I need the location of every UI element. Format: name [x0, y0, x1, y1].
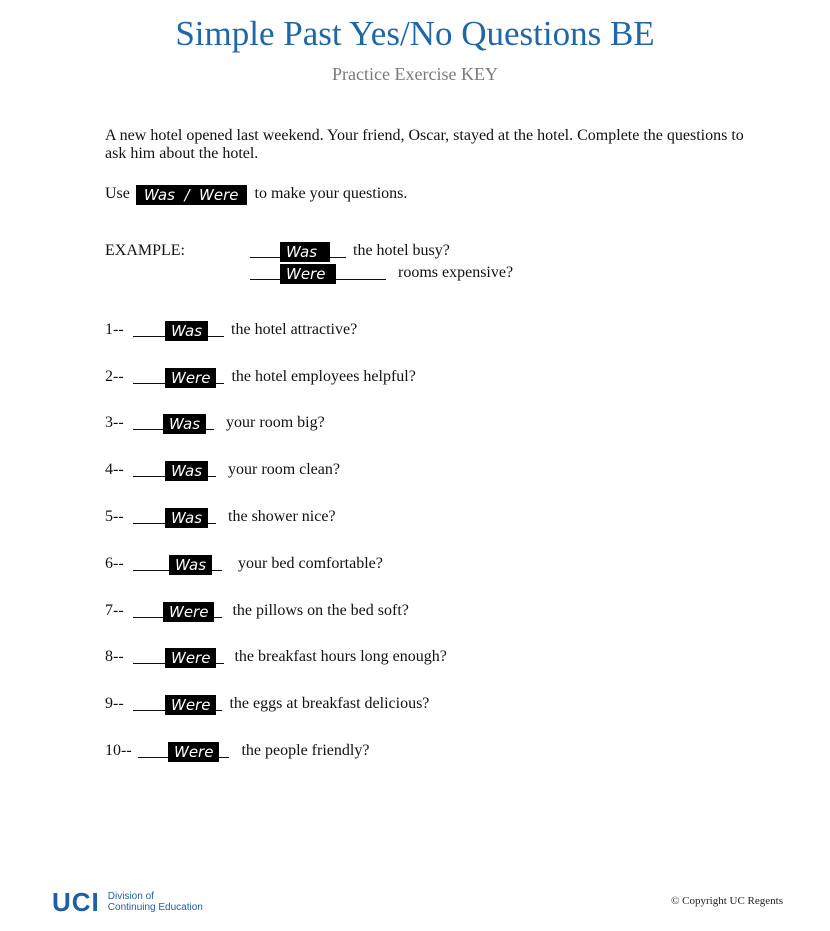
- example-answer: Was: [280, 242, 330, 262]
- question-row: [105, 506, 336, 528]
- question-answer: Was: [169, 555, 212, 575]
- question-text: the pillows on the bed soft?: [232, 602, 409, 619]
- question-number: 9--: [105, 695, 124, 712]
- answer-blank: [208, 507, 216, 524]
- answer-blank: [133, 413, 163, 430]
- answer-blank: [133, 554, 169, 571]
- use-instruction: [105, 183, 407, 205]
- answer-blank: [250, 263, 280, 280]
- question-text: your room clean?: [228, 461, 340, 478]
- question-row: [105, 319, 357, 341]
- question-text: the eggs at breakfast delicious?: [229, 695, 430, 712]
- question-answer: Were: [165, 648, 216, 668]
- question-answer: Were: [165, 368, 216, 388]
- example-row: [250, 262, 513, 284]
- use-answer-box: Was / Were: [136, 185, 247, 205]
- question-answer: Was: [165, 321, 208, 341]
- answer-blank: [212, 554, 222, 571]
- question-row: [105, 553, 383, 575]
- example-question: the hotel busy?: [353, 242, 450, 259]
- example-row: [250, 240, 450, 262]
- answer-blank: [214, 601, 222, 618]
- question-number: 4--: [105, 461, 124, 478]
- question-answer: Were: [163, 602, 214, 622]
- uci-logo: [52, 888, 203, 916]
- page-subtitle: Practice Exercise KEY: [332, 64, 498, 84]
- question-row: [105, 600, 409, 622]
- division-line-2: Continuing Education: [107, 902, 203, 913]
- use-suffix: to make your questions.: [254, 185, 408, 202]
- answer-blank: [250, 241, 280, 258]
- question-text: your bed comfortable?: [238, 555, 383, 572]
- question-number: 2--: [105, 368, 124, 385]
- question-number: 10--: [105, 742, 132, 759]
- question-text: the people friendly?: [241, 742, 370, 759]
- question-text: the hotel employees helpful?: [231, 368, 416, 385]
- copyright-notice: © Copyright UC Regents: [671, 895, 783, 907]
- question-answer: Were: [165, 695, 216, 715]
- use-prefix: Use: [105, 185, 130, 202]
- uci-logo-mark: UCI: [52, 887, 100, 917]
- answer-blank: [216, 647, 224, 664]
- question-text: the breakfast hours long enough?: [234, 648, 447, 665]
- answer-blank: [330, 241, 346, 258]
- answer-blank: [138, 741, 168, 758]
- answer-blank: [133, 647, 165, 664]
- page-title: Simple Past Yes/No Questions BE: [175, 14, 655, 53]
- question-number: 1--: [105, 321, 124, 338]
- uci-logo-subtitle: [108, 891, 203, 913]
- question-answer: Was: [163, 414, 206, 434]
- answer-blank: [133, 601, 163, 618]
- intro-paragraph: A new hotel opened last weekend. Your friend, Oscar, stayed at the hotel. Complete the questions to ask him about the hotel.: [105, 127, 744, 162]
- question-row: [105, 740, 369, 762]
- question-answer: Were: [168, 742, 219, 762]
- answer-blank: [133, 367, 165, 384]
- question-answer: Was: [165, 461, 208, 481]
- question-row: [105, 366, 416, 388]
- answer-blank: [208, 320, 224, 337]
- answer-blank: [216, 367, 224, 384]
- answer-blank: [219, 741, 229, 758]
- question-number: 8--: [105, 648, 124, 665]
- example-answer: Were: [280, 264, 336, 284]
- answer-blank: [133, 507, 165, 524]
- question-row: [105, 693, 429, 715]
- question-row: [105, 412, 325, 434]
- answer-blank: [133, 320, 165, 337]
- question-text: the hotel attractive?: [231, 321, 358, 338]
- answer-blank: [208, 460, 216, 477]
- example-question: rooms expensive?: [398, 264, 514, 281]
- answer-blank: [336, 263, 386, 280]
- answer-blank: [133, 460, 165, 477]
- question-number: 6--: [105, 555, 124, 572]
- answer-blank: [133, 694, 165, 711]
- question-number: 7--: [105, 602, 124, 619]
- question-row: [105, 459, 340, 481]
- question-text: your room big?: [226, 414, 325, 431]
- example-label: EXAMPLE:: [105, 242, 185, 259]
- answer-blank: [206, 413, 214, 430]
- question-row: [105, 646, 447, 668]
- question-text: the shower nice?: [228, 508, 336, 525]
- division-line-1: Division of: [107, 891, 154, 902]
- question-number: 5--: [105, 508, 124, 525]
- answer-blank: [216, 694, 222, 711]
- question-answer: Was: [165, 508, 208, 528]
- question-number: 3--: [105, 414, 124, 431]
